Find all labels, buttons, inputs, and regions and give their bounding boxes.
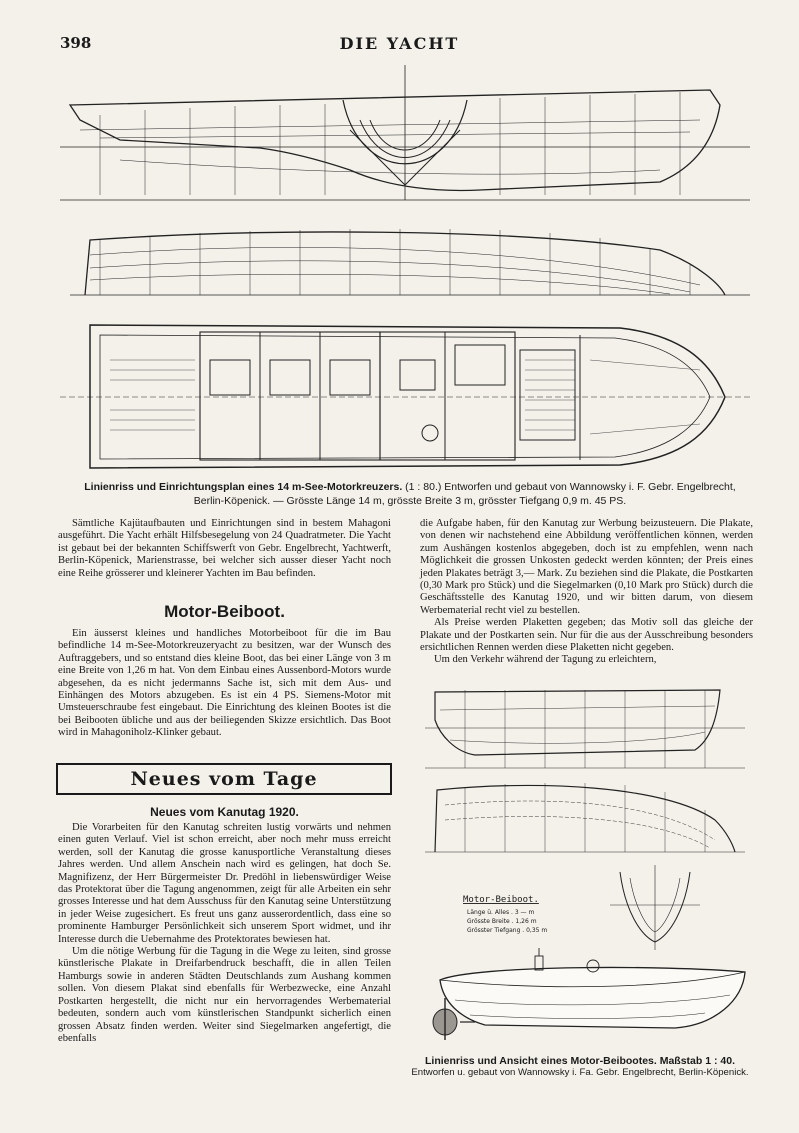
left-column-motor <box>58 628 391 740</box>
motor-beiboot-drawing <box>415 680 760 1060</box>
page-number: 398 <box>60 34 92 52</box>
main-caption-bold: Linienriss und Einrichtungsplan eines 14 m-See-Motorkreuzers. <box>84 481 403 493</box>
right-paragraph-2: Als Preise werden Plaketten gegeben; das Motiv soll das gleiche der Plakate und der Postkarten sein. Nur für die aus der Ausschreibung besonders ersichtlichen Rennen werden diese Plaketten nicht gegeben. <box>420 617 753 654</box>
right-column-text <box>420 518 753 667</box>
running-head: DIE YACHT <box>339 34 460 53</box>
beiboot-label-title: Motor-Beiboot. <box>463 895 539 905</box>
left-column-top <box>58 518 391 580</box>
beiboot-caption-sub: Entworfen u. gebaut von Wannowsky i. Fa. Gebr. Engelbrecht, Berlin-Köpenick. <box>411 1067 749 1078</box>
right-paragraph-1: die Aufgabe haben, für den Kanutag zur Werbung beizusteuern. Die Plakate, von denen wir nachstehend eine Abbildung veröffentlichen können, werden zum Aushängen kostenlos abgegeben, doch ist zu empfehlen, wenn nach Möglichkeit die grossen Unkosten gedeckt werden könnten; der Preis eines jeden Plakates beträgt 3,— Mark. Zu beziehen sind die Plakate, die Postkarten (0,30 Mark pro Stück) und die Siegelmarken (0,10 Mark pro Stück) durch die Geschäftsstelle des Kanutag 1920, und wir bitten darum, von diesem Werbematerial recht viel zu bestellen. <box>420 518 753 616</box>
beiboot-label-width: Grösste Breite . 1,26 m <box>467 918 537 925</box>
kanutag-paragraph-1: Die Vorarbeiten für den Kanutag schreiten lustig vorwärts und nehmen einen guten Verlauf. Viel ist schon erreicht, aber noch mehr muss erreicht werden, soll der Kanutag die grosse kanusportliche Veranstaltung dieses Jahres werden. Und allem Anschein nach wird es gelingen, hat doch Se. Magnifizenz, der Herr Bürgermeister Dr. Predöhl in liebenswürdiger Weise das Protektorat über die Tagung angenommen, zeigt für alle Arbeiten ein sehr grosses Interesse und hat dem Ausschuss für den Kanutag seine Unterstützung in jeder Weise zugesichert. Es freut uns ganz ausserordentlich, dass eine so prominente Hamburger Persönlichkeit sich unserem Sport widmet, und ihr Interesse durch die Uebernahme des Protektorates bewiesen hat. <box>58 822 391 945</box>
cruiser-paragraph: Sämtliche Kajütaufbauten und Einrichtungen sind in bestem Mahagoni ausgeführt. Die Yacht erhält Hilfsbesegelung von 24 Quadratmeter. Die Yacht ist gebaut bei der bekannten Schiffswerft von Gebr. Engelbrecht, Yachtwerft, Berlin-Köpenick, Marienstrasse, bei welcher sich ausser dieser Yacht noch eine Reihe grösserer und kleinerer Yachten im Bau befinden. <box>58 518 391 579</box>
left-column-kanutag <box>58 822 391 1045</box>
right-paragraph-3: Um den Verkehr während der Tagung zu erleichtern, <box>434 654 657 666</box>
news-section-heading: Neues vom Tage <box>56 763 392 795</box>
main-caption-rest: (1 : 80.) Entworfen und gebaut von Wannowsky i. F. Gebr. Engelbrecht, <box>402 481 736 493</box>
kanutag-heading: Neues vom Kanutag 1920. <box>150 805 299 819</box>
main-caption-line2: Berlin-Köpenick. — Grösste Länge 14 m, grösste Breite 3 m, grösster Tiefgang 0,9 m. 45 PS. <box>193 495 627 507</box>
kanutag-paragraph-2: Um die nötige Werbung für die Tagung in die Wege zu leiten, sind grosse künstlerische Plakate in Dreifarbendruck beschafft, die in allen Teilen Hamburgs sowie in anderen Städten Deutschlands zum Aushang kommen sollen. Von diesem Plakat sind ebenfalls für Werbezwecke, eine Anzahl Postkarten hergestellt, die nicht nur ein hervorragendes Werbematerial bedeuten, sondern auch vom künstlerischen Standpunkt sicherlich einen grossen Absatz finden werden. Weiter sind Siegelmarken angefertigt, die ebenfalls <box>58 946 391 1044</box>
beiboot-caption-main: Linienriss und Ansicht eines Motor-Beibootes. Maßstab 1 : 40. <box>425 1055 735 1067</box>
beiboot-label-length: Länge ü. Alles . 3 — m <box>467 909 535 916</box>
motor-beiboot-heading: Motor-Beiboot. <box>164 602 285 621</box>
beiboot-figure-caption <box>405 1055 755 1079</box>
main-figure-caption <box>60 480 760 508</box>
motor-cruiser-lines-drawing <box>60 60 750 480</box>
motor-paragraph: Ein äusserst kleines und handliches Motorbeiboot für die im Bau befindliche 14 m-See-Motorkreuzeryacht zu besitzen, war der Wunsch des Auftraggebers, und so entstand dies kleine Boot, das bei einer Länge von 3 m eine Breite von 1,26 m hat. Von dem Einbau eines Aussenbord-Motors wurde abgesehen, da es nicht jedermanns Sache ist, sich mit dem Aus- und Einhängen des Motors abzugeben. Es ist ein 4 PS. Siemens-Motor mit Umsteuerschraube fest eingebaut. Die Einrichtung des kleinen Bootes ist die bei Beibooten übliche und aus der beiliegenden Skizze ersichtlich. Das Boot wird in Mahagoniholz-Klinker gebaut. <box>58 628 391 739</box>
beiboot-label-draft: Grösster Tiefgang . 0,35 m <box>467 927 548 934</box>
